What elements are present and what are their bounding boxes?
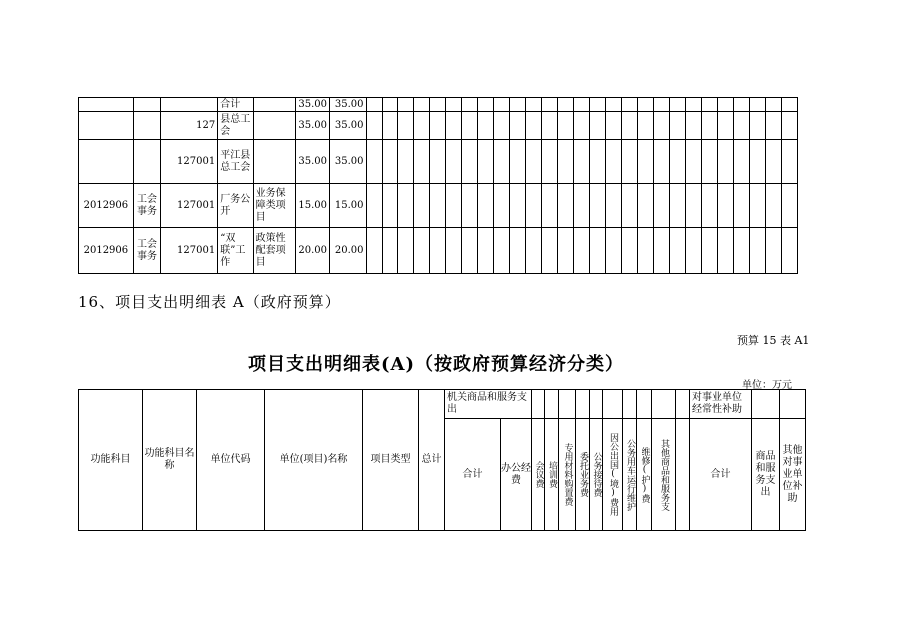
empty-cell: [414, 98, 430, 112]
empty-cell: [510, 112, 526, 140]
empty-cell: [669, 140, 685, 184]
empty-cell: [765, 228, 781, 274]
empty-cell: [781, 184, 797, 228]
empty-cell: [574, 140, 590, 184]
cell-name: “双联”工作: [218, 228, 253, 274]
empty-cell: [685, 112, 701, 140]
cell-type: [253, 112, 295, 140]
empty-cell: [414, 184, 430, 228]
empty-cell: [701, 228, 717, 274]
project-expense-header-table: [78, 389, 806, 531]
empty-cell: [494, 98, 510, 112]
header-entrusted: 委托业务费: [576, 419, 590, 531]
empty-cell: [366, 228, 382, 274]
empty-cell: [733, 98, 749, 112]
empty-cell: [574, 184, 590, 228]
header-project-type: 项目类型: [363, 390, 419, 531]
empty-cell: [430, 140, 446, 184]
empty-cell: [749, 98, 765, 112]
cell-func: [133, 98, 160, 112]
empty-cell: [638, 140, 654, 184]
header-func-subject-name: 功能科目名称: [143, 390, 197, 531]
cell-total: 35.00: [295, 140, 329, 184]
empty-cell: [638, 112, 654, 140]
header-meeting: 会议费: [532, 419, 545, 531]
empty-cell: [398, 228, 414, 274]
empty-cell: [446, 98, 462, 112]
empty-cell: [430, 98, 446, 112]
table-row: [79, 112, 798, 140]
empty-cell: [398, 112, 414, 140]
empty-cell: [478, 140, 494, 184]
empty-cell: [733, 140, 749, 184]
header-g2-other: 其他对事业单位补助: [780, 419, 806, 531]
unit-label: 单位：万元: [742, 380, 792, 391]
header-reception: 公务接待费: [590, 419, 603, 531]
empty-cell: [781, 140, 797, 184]
empty-cell: [638, 184, 654, 228]
empty-cell: [382, 184, 398, 228]
empty-cell: [510, 228, 526, 274]
empty-cell: [606, 228, 622, 274]
table-row: [79, 98, 798, 112]
empty-cell: [558, 228, 574, 274]
empty-cell: [574, 112, 590, 140]
empty-cell: [701, 184, 717, 228]
empty-cell: [701, 98, 717, 112]
empty-cell: [622, 140, 638, 184]
empty-cell: [446, 140, 462, 184]
empty-cell: [526, 98, 542, 112]
empty-cell: [685, 140, 701, 184]
empty-cell: [781, 98, 797, 112]
empty-cell: [430, 112, 446, 140]
empty-cell: [558, 98, 574, 112]
empty-cell: [622, 98, 638, 112]
empty-cell: [781, 112, 797, 140]
empty-cell: [398, 184, 414, 228]
empty-cell: [590, 140, 606, 184]
cell-unit: 127001: [161, 184, 218, 228]
cell-sub: 15.00: [330, 184, 367, 228]
empty-cell: [653, 112, 669, 140]
project-expense-table-continued: [78, 97, 798, 274]
empty-cell: [558, 184, 574, 228]
empty-cell: [526, 228, 542, 274]
empty-cell: [685, 228, 701, 274]
empty-cell: [494, 140, 510, 184]
empty-cell: [669, 184, 685, 228]
header-unit-code: 单位代码: [197, 390, 265, 531]
empty-cell: [717, 228, 733, 274]
empty-cell: [382, 228, 398, 274]
header-abroad: 因公出国(境)费用: [603, 419, 623, 531]
empty-cell: [717, 184, 733, 228]
empty-cell: [749, 112, 765, 140]
header-g1-total: 合计: [445, 419, 501, 531]
cell-total: 35.00: [295, 112, 329, 140]
cell-code: [79, 112, 134, 140]
empty-cell: [542, 112, 558, 140]
empty-cell: [398, 140, 414, 184]
cell-name: 县总工会: [218, 112, 253, 140]
empty-cell: [669, 112, 685, 140]
empty-cell: [542, 228, 558, 274]
empty-cell: [781, 228, 797, 274]
empty-cell: [462, 228, 478, 274]
empty-cell: [701, 140, 717, 184]
empty-cell: [749, 228, 765, 274]
empty-cell: [430, 228, 446, 274]
header-materials: 专用材料购置费: [559, 419, 576, 531]
empty-cell: [366, 98, 382, 112]
header-unit-project-name: 单位(项目)名称: [265, 390, 363, 531]
cell-unit: 127001: [161, 228, 218, 274]
cell-type: 业务保障类项目: [253, 184, 295, 228]
empty-cell: [398, 98, 414, 112]
empty-cell: [765, 98, 781, 112]
empty-cell: [733, 112, 749, 140]
empty-cell: [478, 228, 494, 274]
header-maintenance: 维修(护)费: [637, 419, 652, 531]
cell-total: 15.00: [295, 184, 329, 228]
empty-cell: [606, 98, 622, 112]
cell-code: [79, 98, 134, 112]
table-row: [79, 140, 798, 184]
empty-cell: [478, 98, 494, 112]
header-total: 总计: [419, 390, 445, 531]
empty-cell: [542, 184, 558, 228]
empty-cell: [494, 112, 510, 140]
empty-cell: [510, 184, 526, 228]
cell-sub: 35.00: [330, 112, 367, 140]
empty-cell: [733, 184, 749, 228]
empty-cell: [494, 184, 510, 228]
cell-func: 工会事务: [133, 184, 160, 228]
empty-cell: [446, 228, 462, 274]
empty-cell: [622, 184, 638, 228]
empty-cell: [446, 184, 462, 228]
header-training: 培训费: [545, 419, 559, 531]
header-group-subsidy: 对事业单位经常性补助: [690, 390, 752, 419]
empty-cell: [382, 98, 398, 112]
empty-cell: [653, 140, 669, 184]
empty-cell: [414, 228, 430, 274]
empty-cell: [462, 140, 478, 184]
empty-cell: [590, 112, 606, 140]
empty-cell: [638, 228, 654, 274]
cell-unit: 127: [161, 112, 218, 140]
empty-cell: [558, 112, 574, 140]
cell-type: 政策性配套项目: [253, 228, 295, 274]
empty-cell: [733, 228, 749, 274]
cell-code: [79, 140, 134, 184]
empty-cell: [669, 228, 685, 274]
empty-cell: [685, 184, 701, 228]
cell-code: 2012906: [79, 228, 134, 274]
empty-cell: [542, 140, 558, 184]
table-row: [79, 228, 798, 274]
empty-cell: [590, 98, 606, 112]
empty-cell: [749, 140, 765, 184]
empty-cell: [542, 98, 558, 112]
empty-cell: [606, 112, 622, 140]
header-vehicle: 公务用车运行维护: [623, 419, 637, 531]
empty-cell: [494, 228, 510, 274]
cell-unit: [161, 98, 218, 112]
empty-cell: [701, 112, 717, 140]
cell-name: 厂务公开: [218, 184, 253, 228]
empty-cell: [462, 184, 478, 228]
empty-cell: [606, 184, 622, 228]
empty-cell: [765, 184, 781, 228]
empty-cell: [462, 98, 478, 112]
empty-cell: [366, 184, 382, 228]
cell-func: [133, 112, 160, 140]
empty-cell: [638, 98, 654, 112]
empty-cell: [430, 184, 446, 228]
empty-cell: [590, 184, 606, 228]
empty-cell: [685, 98, 701, 112]
cell-unit: 127001: [161, 140, 218, 184]
header-g2-goods: 商品和服务支出: [752, 419, 780, 531]
empty-cell: [510, 98, 526, 112]
table-tag: 预算 15 表 A1: [737, 334, 810, 347]
empty-cell: [478, 184, 494, 228]
header-office: 办公经费: [501, 419, 532, 531]
section-heading: 16、项目支出明细表 A（政府预算）: [78, 293, 341, 311]
empty-cell: [606, 140, 622, 184]
cell-func: [133, 140, 160, 184]
empty-cell: [526, 112, 542, 140]
empty-cell: [765, 140, 781, 184]
empty-cell: [446, 112, 462, 140]
empty-cell: [382, 112, 398, 140]
cell-name: 合计: [218, 98, 253, 112]
empty-cell: [653, 184, 669, 228]
empty-cell: [622, 112, 638, 140]
empty-cell: [590, 228, 606, 274]
header-group-agency-goods: 机关商品和服务支出: [445, 390, 532, 419]
empty-cell: [574, 98, 590, 112]
empty-cell: [366, 140, 382, 184]
empty-cell: [653, 228, 669, 274]
cell-total: 35.00: [295, 98, 329, 112]
empty-cell: [558, 140, 574, 184]
empty-cell: [717, 140, 733, 184]
cell-sub: 20.00: [330, 228, 367, 274]
empty-cell: [414, 140, 430, 184]
cell-name: 平江县总工会: [218, 140, 253, 184]
empty-cell: [366, 112, 382, 140]
empty-cell: [382, 140, 398, 184]
table-title: 项目支出明细表(A)（按政府预算经济分类）: [248, 354, 624, 375]
empty-cell: [510, 140, 526, 184]
empty-cell: [414, 112, 430, 140]
cell-sub: 35.00: [330, 140, 367, 184]
cell-sub: 35.00: [330, 98, 367, 112]
empty-cell: [526, 140, 542, 184]
empty-cell: [574, 228, 590, 274]
table-row: [79, 184, 798, 228]
empty-cell: [749, 184, 765, 228]
empty-cell: [717, 112, 733, 140]
empty-cell: [478, 112, 494, 140]
empty-cell: [717, 98, 733, 112]
cell-func: 工会事务: [133, 228, 160, 274]
header-other-goods: 其他商品和服务支: [652, 419, 676, 531]
cell-type: [253, 98, 295, 112]
empty-cell: [669, 98, 685, 112]
header-g2-total: 合计: [690, 419, 752, 531]
empty-cell: [622, 228, 638, 274]
empty-cell: [526, 184, 542, 228]
empty-cell: [765, 112, 781, 140]
cell-total: 20.00: [295, 228, 329, 274]
cell-code: 2012906: [79, 184, 134, 228]
empty-cell: [653, 98, 669, 112]
cell-type: [253, 140, 295, 184]
header-func-subject: 功能科目: [79, 390, 143, 531]
empty-cell: [462, 112, 478, 140]
